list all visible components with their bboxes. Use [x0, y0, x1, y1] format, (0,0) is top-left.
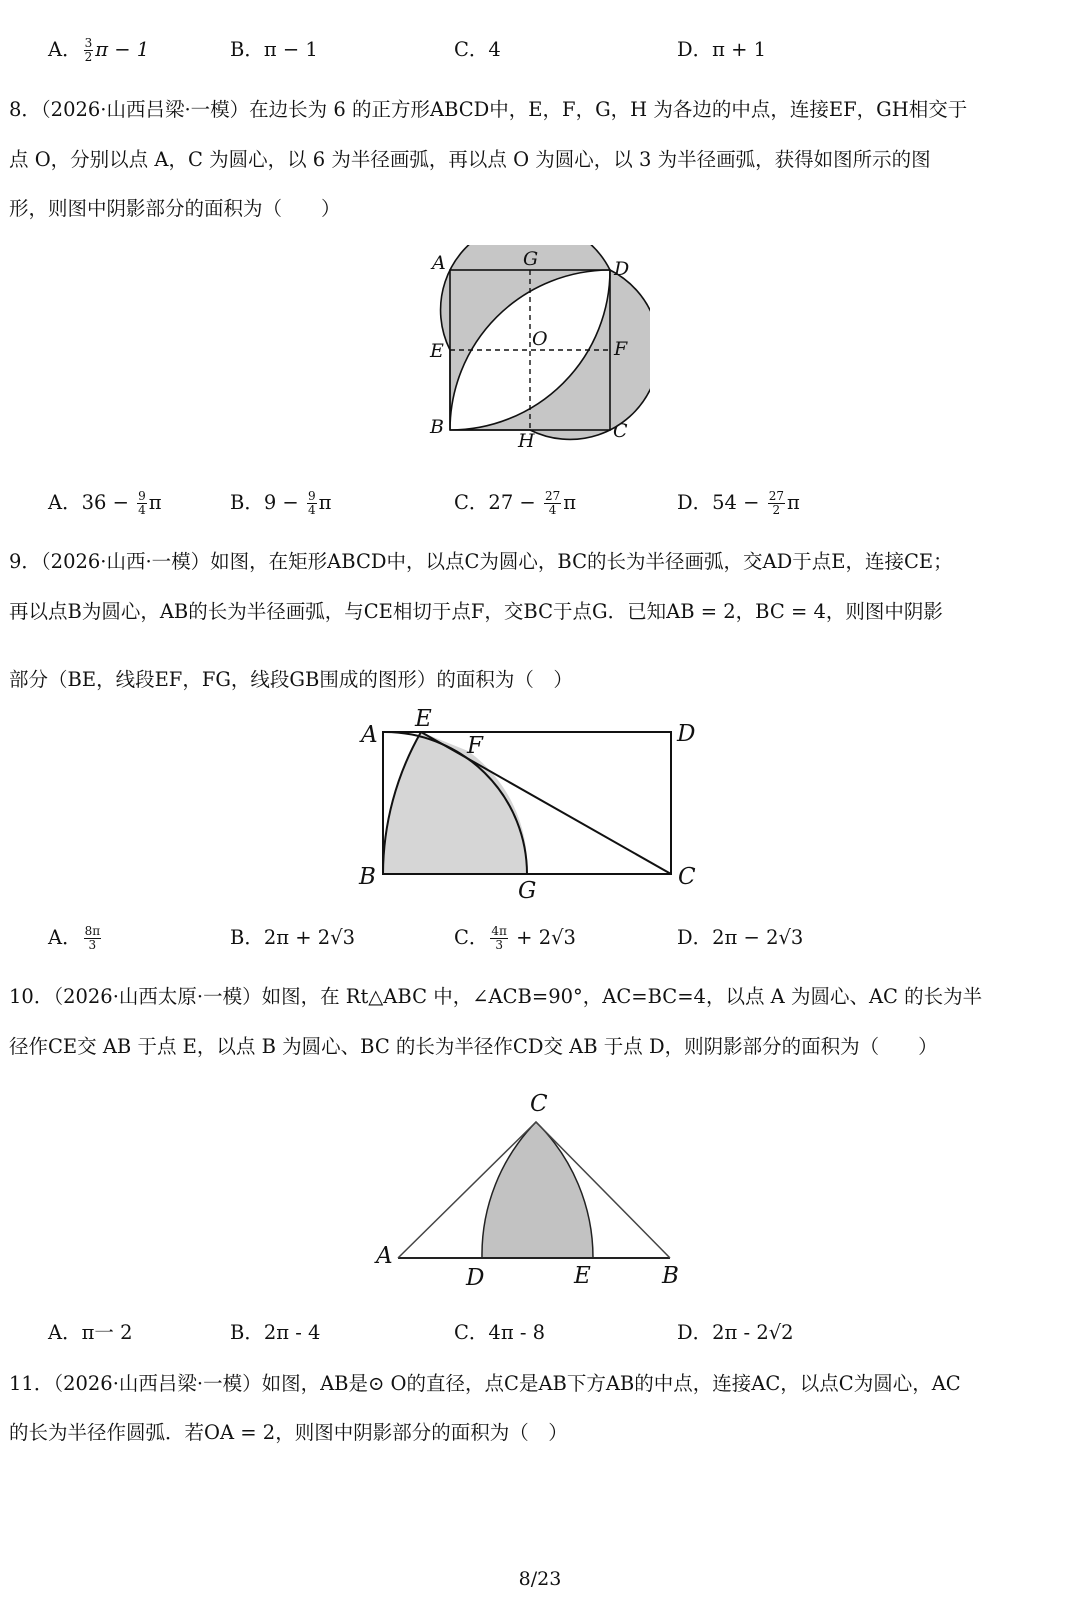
q8-text-line-2: 点 O，分别以点 A，C 为圆心，以 6 为半径画弧，再以点 O 为圆心，以 3 为半径画弧，获得如图所示的图 — [9, 148, 931, 171]
q9-label-g: G — [518, 878, 537, 904]
q9-option-c: C． $\frac{4\pi}{3}$ + 2√3 — [454, 924, 576, 952]
q10-text-line-2: 径作CE交 AB 于点 E，以点 B 为圆心、BC 的长为半径作CD交 AB 于点 D，则阴影部分的面积为（ ） — [9, 1035, 938, 1058]
q8-option-b: B．9 − $\frac{9}{4}$ π — [230, 489, 332, 517]
q7-option-d: D．π + 1 — [677, 38, 767, 61]
q7-option-c: C．4 — [454, 38, 501, 61]
q10-option-d: D．2π ‑ 2√2 — [677, 1321, 794, 1344]
page-number: 8/23 — [518, 1568, 562, 1590]
q9-options — [0, 920, 1080, 956]
q10-label-a: A — [376, 1243, 393, 1269]
q9-option-d: D．2π − 2√3 — [677, 926, 804, 949]
q8-label-c: C — [613, 420, 628, 442]
q10-option-a: A．π一 2 — [48, 1321, 133, 1344]
q9-label-c: C — [678, 864, 696, 890]
q8-text-line-3: 形，则图中阴影部分的面积为（ ） — [9, 197, 341, 220]
q10-label-e: E — [574, 1263, 591, 1289]
q8-option-c: C．27 − $\frac{27}{4}$ π — [454, 489, 577, 517]
q8-label-a: A — [432, 252, 446, 274]
q9-label-b: B — [359, 864, 376, 890]
q7-option-b: B．π − 1 — [230, 38, 318, 61]
q10-option-c: C．4π ‑ 8 — [454, 1321, 546, 1344]
q9-text-line-1: 9．（2026·山西·一模）如图，在矩形ABCD中，以点C为圆心，BC的长为半径画弧，交AD于点E，连接CE； — [9, 550, 953, 573]
q8-label-e: E — [430, 340, 444, 362]
q9-label-e: E — [415, 706, 432, 732]
q9-label-f: F — [467, 733, 483, 759]
q9-option-a: A． $\frac{8\pi}{3}$ — [48, 924, 101, 952]
q7-option-a: A． $\frac{3}{2}$ π − 1 — [48, 36, 150, 64]
q8-options — [0, 485, 1080, 521]
q9-label-a: A — [361, 722, 378, 748]
q8-text-line-1: 8．（2026·山西吕梁·一模）在边长为 6 的正方形ABCD中，E，F，G，H 为各边的中点，连接EF，GH相交于 — [9, 98, 968, 121]
q8-figure — [420, 245, 650, 455]
q8-label-h: H — [518, 430, 535, 452]
q10-figure — [370, 1085, 700, 1295]
q10-text-line-1: 10．（2026·山西太原·一模）如图，在 Rt△ABC 中，∠ACB=90°，AC=BC=4，以点 A 为圆心、AC 的长为半 — [9, 985, 983, 1008]
q10-options — [0, 1315, 1080, 1351]
q8-label-b: B — [430, 416, 444, 438]
q10-label-c: C — [530, 1091, 548, 1117]
q10-label-d: D — [466, 1265, 485, 1291]
q11-text-line-1: 11．（2026·山西吕梁·一模）如图，AB是⊙ O的直径，点C是AB下方AB的中点，连接AC，以点C为圆心，AC — [9, 1372, 961, 1395]
q8-label-d: D — [614, 258, 630, 280]
q9-figure — [355, 700, 715, 910]
q8-label-g: G — [523, 248, 539, 270]
q10-label-b: B — [662, 1263, 679, 1289]
q8-label-o: O — [532, 328, 548, 350]
q8-option-a: A．36 − $\frac{9}{4}$ π — [48, 489, 162, 517]
q9-text-line-2: 再以点B为圆心，AB的长为半径画弧，与CE相切于点F，交BC于点G．已知AB = 2，BC = 4，则图中阴影 — [9, 600, 943, 623]
q8-label-f: F — [614, 338, 628, 360]
q9-shaded-region — [383, 732, 527, 874]
q10-shaded-region — [482, 1122, 593, 1258]
q9-text-line-3: 部分（BE，线段EF，FG，线段GB围成的图形）的面积为（ ） — [9, 668, 573, 691]
q11-text-line-2: 的长为半径作圆弧．若OA = 2，则图中阴影部分的面积为（ ） — [9, 1421, 568, 1444]
q9-option-b: B．2π + 2√3 — [230, 926, 356, 949]
q8-option-d: D．54 − $\frac{27}{2}$ π — [677, 489, 800, 517]
q7-options — [0, 32, 1080, 68]
q10-option-b: B．2π ‑ 4 — [230, 1321, 321, 1344]
q9-label-d: D — [677, 721, 696, 747]
